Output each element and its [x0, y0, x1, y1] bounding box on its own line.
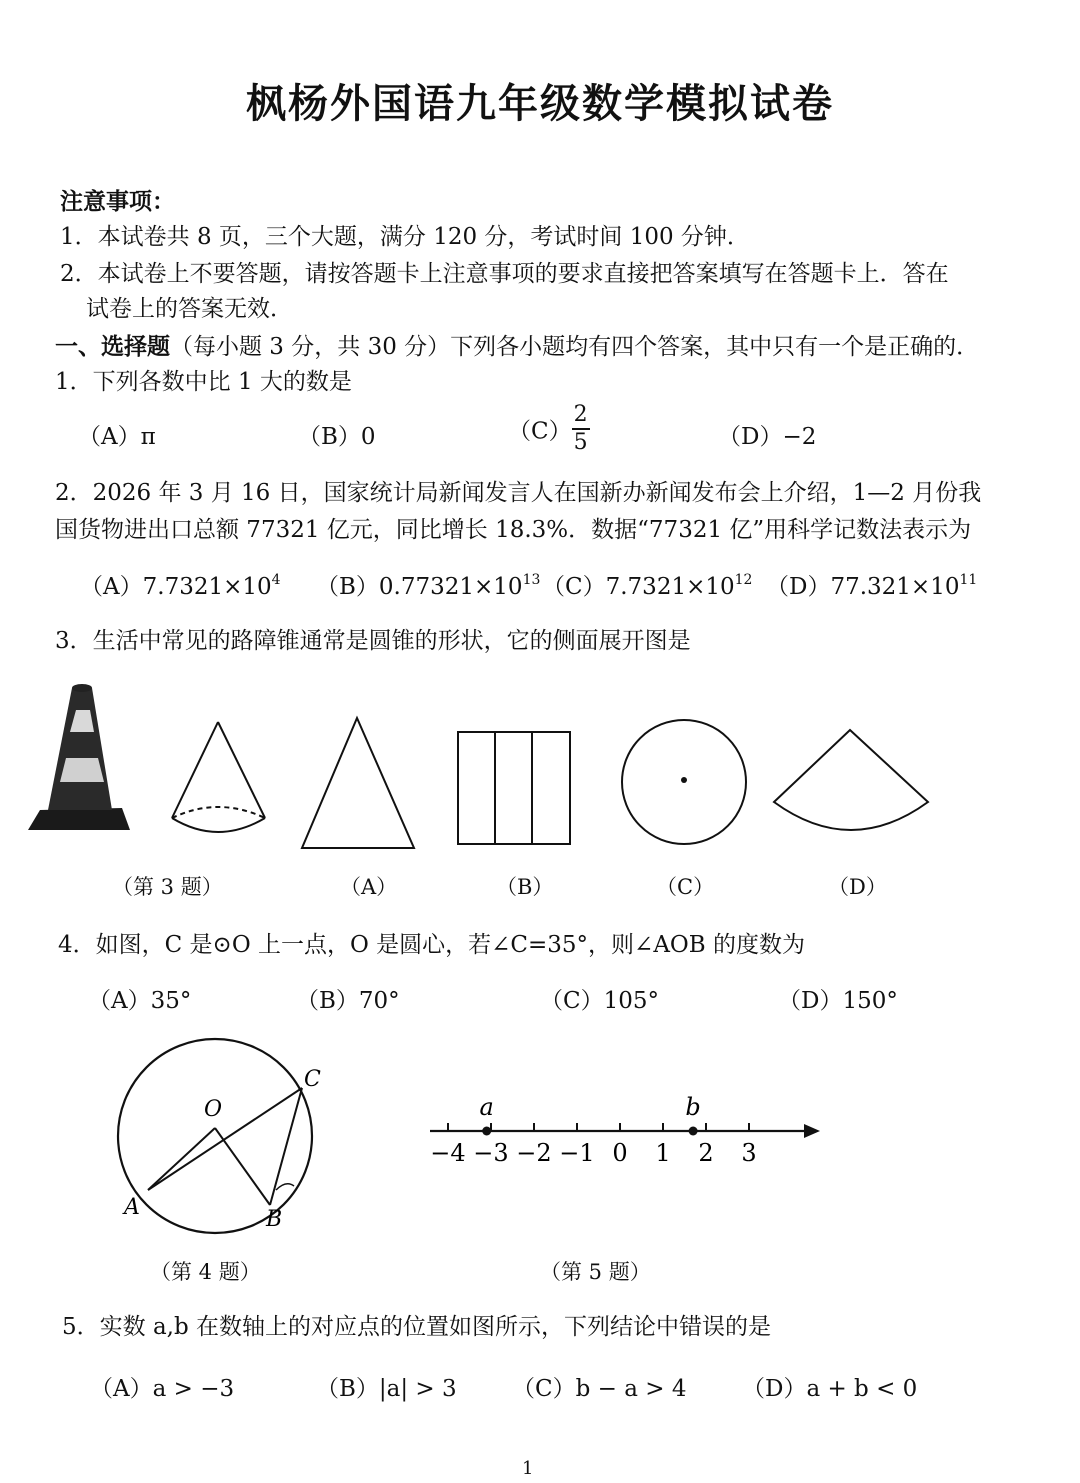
- notice-item-2: 2．本试卷上不要答题，请按答题卡上注意事项的要求直接把答案填写在答题卡上．答在: [60, 261, 949, 287]
- q2-option-d-base: 77.321×10: [830, 574, 960, 600]
- point-o-label: O: [204, 1097, 223, 1122]
- q2-option-d: [766, 568, 977, 601]
- tick-label: 2: [698, 1139, 714, 1167]
- q1-stem: 1．下列各数中比 1 大的数是: [55, 369, 352, 395]
- q2-line-1: 2．2026 年 3 月 16 日，国家统计局新闻发言人在国新办新闻发布会上介绍，1—2 月份我: [55, 480, 982, 506]
- notice-heading: 注意事项：: [60, 188, 175, 215]
- q2-option-c-base: 7.7321×10: [605, 574, 735, 600]
- point-a-label: A: [124, 1195, 140, 1220]
- q1-option-b: （B）0: [298, 424, 376, 450]
- q2-option-b-base: 0.77321×10: [378, 574, 523, 600]
- q4-circle-figure: [100, 1030, 360, 1240]
- notice-item-2-cont: 试卷上的答案无效．: [86, 296, 293, 322]
- notice-item-1: 1．本试卷共 8 页，三个大题，满分 120 分，考试时间 100 分钟．: [60, 224, 750, 250]
- q2-option-a-base: 7.7321×10: [142, 574, 272, 600]
- point-b-label: B: [266, 1207, 283, 1232]
- tick-label: 3: [741, 1139, 757, 1167]
- q2-option-c-label: （C）: [542, 574, 606, 600]
- tick-label: −4: [430, 1139, 466, 1167]
- q3-stem: 3．生活中常见的路障锥通常是圆锥的形状，它的侧面展开图是: [55, 628, 691, 654]
- q1-option-c-label: （C）: [508, 418, 572, 445]
- q1-option-c: [508, 402, 590, 456]
- point-c-label: C: [304, 1067, 321, 1092]
- q3-caption-b: （B）: [496, 875, 554, 899]
- section-instructions: （每小题 3 分，共 30 分）下列各小题均有四个答案，其中只有一个是正确的．: [170, 334, 980, 360]
- section-label: 一、选择题: [55, 333, 170, 360]
- q5-caption: （第 5 题）: [540, 1260, 651, 1284]
- point-a-label: a: [479, 1093, 494, 1121]
- option-b-rectangle: [458, 732, 570, 844]
- section-heading: [55, 328, 979, 361]
- q3-figures: [0, 670, 1080, 870]
- q2-option-b: [316, 568, 540, 601]
- q2-option-c: [542, 568, 752, 601]
- q3-caption-figure: （第 3 题）: [112, 875, 223, 899]
- tick-label: −1: [559, 1139, 595, 1167]
- axis-arrow-icon: [804, 1124, 820, 1138]
- q2-option-a-label: （A）: [80, 574, 143, 600]
- point-b-dot: [689, 1127, 698, 1136]
- option-d-sector: [774, 730, 928, 830]
- q2-option-d-label: （D）: [766, 574, 831, 600]
- q5-number-line: [420, 1085, 820, 1185]
- q4-option-a: （A）35°: [88, 988, 192, 1014]
- option-a-triangle: [302, 718, 414, 848]
- page-number: 1: [522, 1458, 534, 1479]
- q2-line-2: 国货物进出口总额 77321 亿元，同比增长 18.3%．数据“77321 亿”用科学记数法表示为: [55, 517, 972, 543]
- q2-option-b-label: （B）: [316, 574, 379, 600]
- q1-option-c-fraction: [572, 402, 590, 456]
- tick-label: 0: [612, 1139, 628, 1167]
- tick-label: −2: [516, 1139, 552, 1167]
- q1-option-a: （A）π: [78, 424, 156, 450]
- q5-option-c: （C）b − a > 4: [512, 1376, 687, 1402]
- q1-option-d: （D）−2: [718, 424, 817, 450]
- q1-option-c-denominator: 5: [573, 430, 588, 455]
- q4-option-b: （B）70°: [296, 988, 400, 1014]
- point-b-label: b: [685, 1093, 701, 1121]
- q1-option-c-numerator: 2: [572, 402, 590, 430]
- q5-option-b: （B）|a| > 3: [316, 1376, 457, 1402]
- page-title: 枫杨外国语九年级数学模拟试卷: [246, 80, 834, 127]
- tick-label: 1: [655, 1139, 671, 1167]
- option-c-circle: [622, 720, 746, 844]
- cone-diagram: [172, 722, 265, 832]
- q3-caption-c: （C）: [656, 875, 715, 899]
- q2-option-b-exponent: 13: [522, 572, 541, 588]
- q3-caption-a: （A）: [340, 875, 398, 899]
- q3-caption-d: （D）: [828, 875, 887, 899]
- q2-option-c-exponent: 12: [734, 572, 753, 588]
- q5-option-a: （A）a > −3: [90, 1376, 235, 1402]
- q2-option-a: [80, 568, 281, 601]
- point-a-dot: [482, 1127, 491, 1136]
- q4-caption: （第 4 题）: [150, 1260, 261, 1284]
- q2-option-d-exponent: 11: [959, 572, 978, 588]
- q4-option-d: （D）150°: [778, 988, 898, 1014]
- tick-label: −3: [473, 1139, 509, 1167]
- traffic-cone-image: [28, 684, 130, 830]
- q5-stem: 5．实数 a,b 在数轴上的对应点的位置如图所示，下列结论中错误的是: [62, 1314, 772, 1340]
- q5-option-d: （D）a + b < 0: [742, 1376, 918, 1402]
- q2-option-a-exponent: 4: [271, 572, 281, 588]
- q4-stem: 4．如图，C 是⊙O 上一点，O 是圆心，若∠C=35°，则∠AOB 的度数为: [58, 932, 806, 958]
- q4-option-c: （C）105°: [540, 988, 659, 1014]
